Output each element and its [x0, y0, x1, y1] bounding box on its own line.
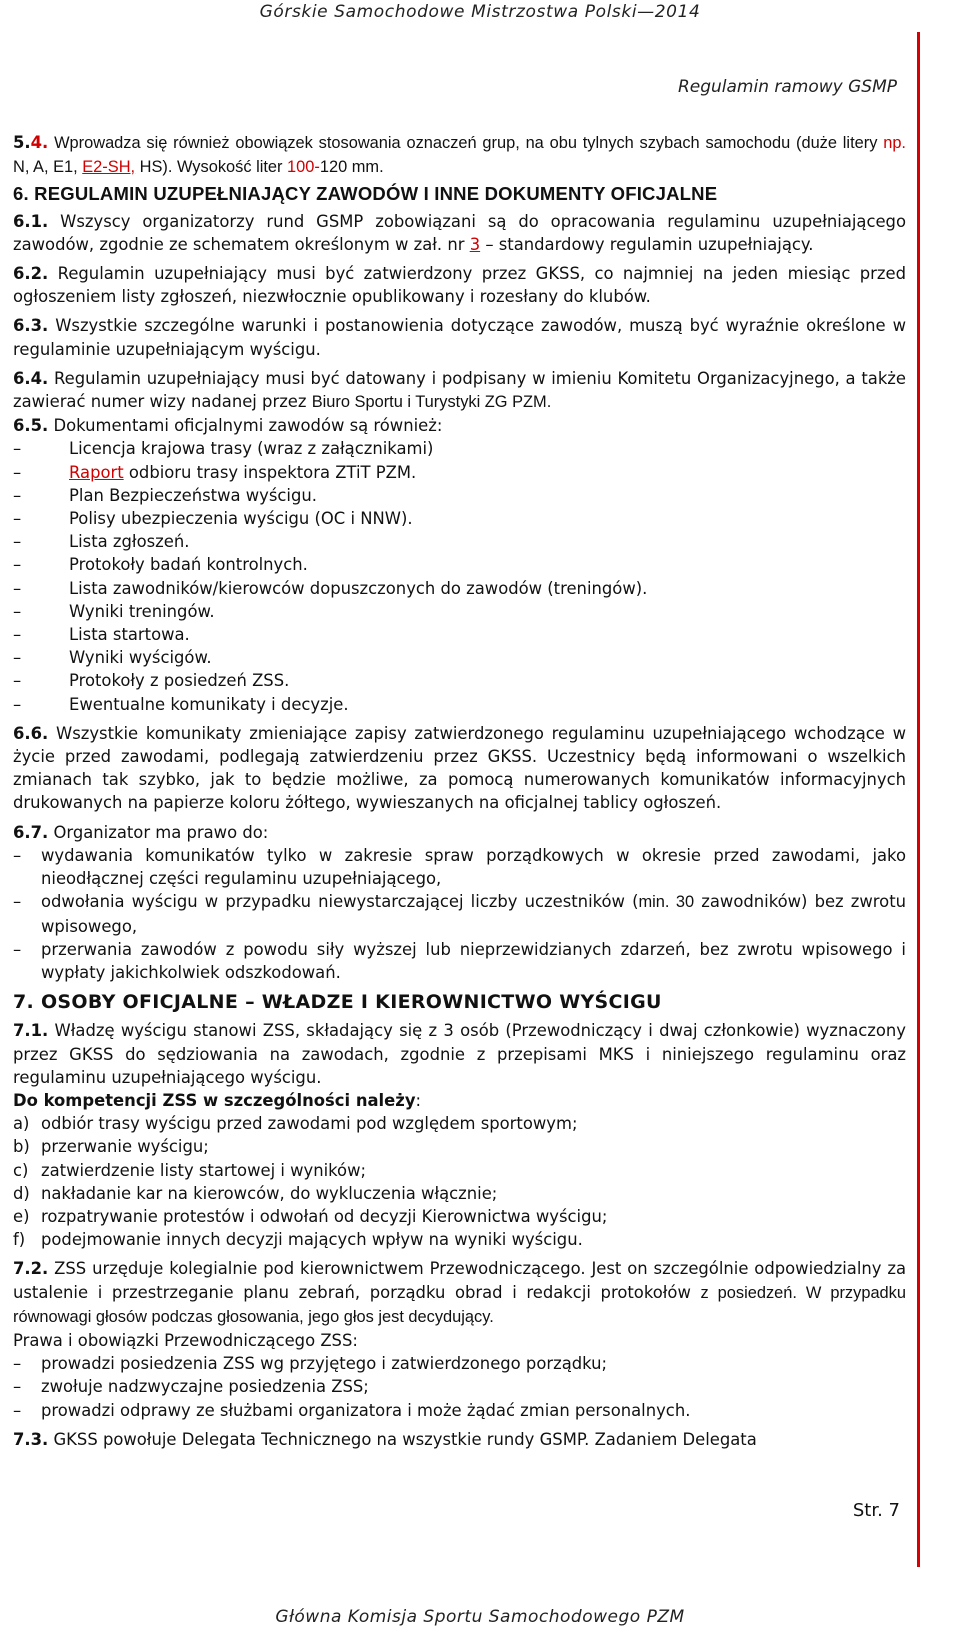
- list-item: – Plan Bezpieczeństwa wyścigu.: [13, 484, 906, 507]
- section-6-1: 6.1. Wszyscy organizatorzy rund GSMP zobowiązani są do opracowania regulaminu uzupełniającego zawodów, zgodnie ze schematem określonym w zał. nr 3 – standardowy regulamin uzupełniający.: [13, 211, 906, 254]
- section-number: 5.4.: [13, 133, 49, 152]
- document-body: [13, 131, 906, 1451]
- list-item: c) zatwierdzenie listy startowej i wyników;: [13, 1160, 367, 1180]
- list-item: – Licencja krajowa trasy (wraz z załącznikami): [13, 437, 906, 460]
- section-5-4: 5.4. Wprowadza się również obowiązek stosowania oznaczeń grup, na obu tylnych szybach samochodu (duże litery np. N, A, E1, E2-SH, HS). Wysokość liter 100-120 mm.: [13, 133, 906, 177]
- report-link[interactable]: Raport: [69, 462, 124, 482]
- tracked-change: E2-SH,: [82, 158, 136, 177]
- section-6-4: 6.4. Regulamin uzupełniający musi być datowany i podpisany w imieniu Komitetu Organizacyjnego, a także zawierać numer wizy nadanej przez Biuro Sportu i Turystyki ZG PZM.: [13, 368, 906, 412]
- list-item: – zwołuje nadzwyczajne posiedzenia ZSS;: [13, 1375, 906, 1398]
- zss-competence-list: [13, 1112, 906, 1251]
- list-item: – prowadzi odprawy ze służbami organizatora i może żądać zmian personalnych.: [13, 1399, 906, 1422]
- list-item: – Polisy ubezpieczenia wyścigu (OC i NNW).: [13, 507, 906, 530]
- list-item: – Lista zawodników/kierowców dopuszczonych do zawodów (treningów).: [13, 577, 906, 600]
- list-item: a) odbiór trasy wyścigu przed zawodami pod względem sportowym;: [13, 1114, 578, 1134]
- heading-section-7: 7. OSOBY OFICJALNE – WŁADZE I KIEROWNICTWO WYŚCIGU: [13, 991, 662, 1014]
- section-6-7: 6.7. Organizator ma prawo do:: [13, 822, 269, 842]
- list-item: – odwołania wyścigu w przypadku niewystarczającej liczby uczestników (min. 30 zawodników) bez zwrotu wpisowego,: [13, 890, 906, 937]
- margin-rule: [917, 32, 920, 1567]
- heading-section-6: 6. REGULAMIN UZUPEŁNIAJĄCY ZAWODÓW I INNE DOKUMENTY OFICJALNE: [13, 183, 718, 205]
- section-6-3: 6.3. Wszystkie szczególne warunki i postanowienia dotyczące zawodów, muszą być wyraźnie określone w regulaminie uzupełniającym wyścigu.: [13, 316, 906, 359]
- list-item: – wydawania komunikatów tylko w zakresie spraw porządkowych w okresie przed zawodami, jako nieodłącznej części regulaminu uzupełniającego,: [13, 844, 906, 890]
- list-item: – Wyniki treningów.: [13, 600, 906, 623]
- list-item: – Protokoły badań kontrolnych.: [13, 553, 906, 576]
- list-item: – Ewentualne komunikaty i decyzje.: [13, 693, 906, 716]
- list-item: – przerwania zawodów z powodu siły wyższej lub nieprzewidzianych zdarzeń, bez zwrotu wpisowego i wypłaty jakichkolwiek odszkodowań.: [13, 938, 906, 984]
- list-item: – Wyniki wyścigów.: [13, 646, 906, 669]
- list-item: – Lista startowa.: [13, 623, 906, 646]
- list-item: – Protokoły z posiedzeń ZSS.: [13, 669, 906, 692]
- list-item: – Lista zgłoszeń.: [13, 530, 906, 553]
- running-header-title: Górskie Samochodowe Mistrzostwa Polski—2014: [259, 2, 701, 22]
- chair-duties-title: Prawa i obowiązki Przewodniczącego ZSS:: [13, 1330, 358, 1350]
- section-7-2: 7.2. ZSS urzęduje kolegialnie pod kierownictwem Przewodniczącego. Jest on szczególnie odpowiedzialny za ustalenie i przestrzeganie planu zebrań, porządku obrad i redakcji protokołów z posiedzeń. W przypadku równowagi głosów podczas głosowania, jego głos jest decydujący.: [13, 1259, 906, 1326]
- running-footer: Główna Komisja Sportu Samochodowego PZM: [275, 1607, 685, 1627]
- zss-competence-title: Do kompetencji ZSS w szczególności należy:: [13, 1090, 422, 1110]
- organizer-rights-list: [13, 844, 906, 984]
- chair-duties-list: [13, 1352, 906, 1422]
- section-7-3: 7.3. GKSS powołuje Delegata Technicznego na wszystkie rundy GSMP. Zadaniem Delegata: [13, 1429, 757, 1449]
- list-item: b) przerwanie wyścigu;: [13, 1137, 209, 1157]
- list-item: e) rozpatrywanie protestów i odwołań od decyzji Kierownictwa wyścigu;: [13, 1206, 608, 1226]
- section-7-1: 7.1. Władzę wyścigu stanowi ZSS, składający się z 3 osób (Przewodniczący i dwaj członkowie) wyznaczony przez GKSS do sędziowania na zawodach, zgodnie z przepisami MKS i niniejszego regulaminu oraz regulaminu uzupełniającego wyścigu.: [13, 1021, 906, 1087]
- section-6-2: 6.2. Regulamin uzupełniający musi być zatwierdzony przez GKSS, co najmniej na jeden miesiąc przed ogłoszeniem listy zgłoszeń, niezwłocznie opublikowany i rozesłany do klubów.: [13, 264, 906, 307]
- list-item: f) podejmowanie innych decyzji mających wpływ na wyniki wyścigu.: [13, 1230, 583, 1250]
- attachment-link[interactable]: 3: [469, 234, 481, 254]
- official-documents-list: [13, 437, 906, 715]
- section-6-6: 6.6. Wszystkie komunikaty zmieniające zapisy zatwierdzonego regulaminu uzupełniającego wchodzące w życie przed zawodami, podlegają zatwierdzeniu przez GKSS. Uczestnicy będą informowani o wszelkich zmianach tak szybko, jak to będzie możliwe, za pomocą numerowanych komunikatów informacyjnych drukowanych na papierze koloru żółtego, wywieszanych na oficjalnej tablicy ogłoszeń.: [13, 723, 906, 813]
- list-item: d) nakładanie kar na kierowców, do wykluczenia włącznie;: [13, 1183, 498, 1203]
- section-6-5: 6.5. Dokumentami oficjalnymi zawodów są również:: [13, 416, 443, 436]
- list-item: – prowadzi posiedzenia ZSS wg przyjętego i zatwierdzonego porządku;: [13, 1352, 906, 1375]
- page-number: Str. 7: [852, 1500, 900, 1521]
- list-item: – Raport odbioru trasy inspektora ZTiT PZM.: [13, 461, 906, 484]
- running-header-subtitle: Regulamin ramowy GSMP: [677, 77, 897, 97]
